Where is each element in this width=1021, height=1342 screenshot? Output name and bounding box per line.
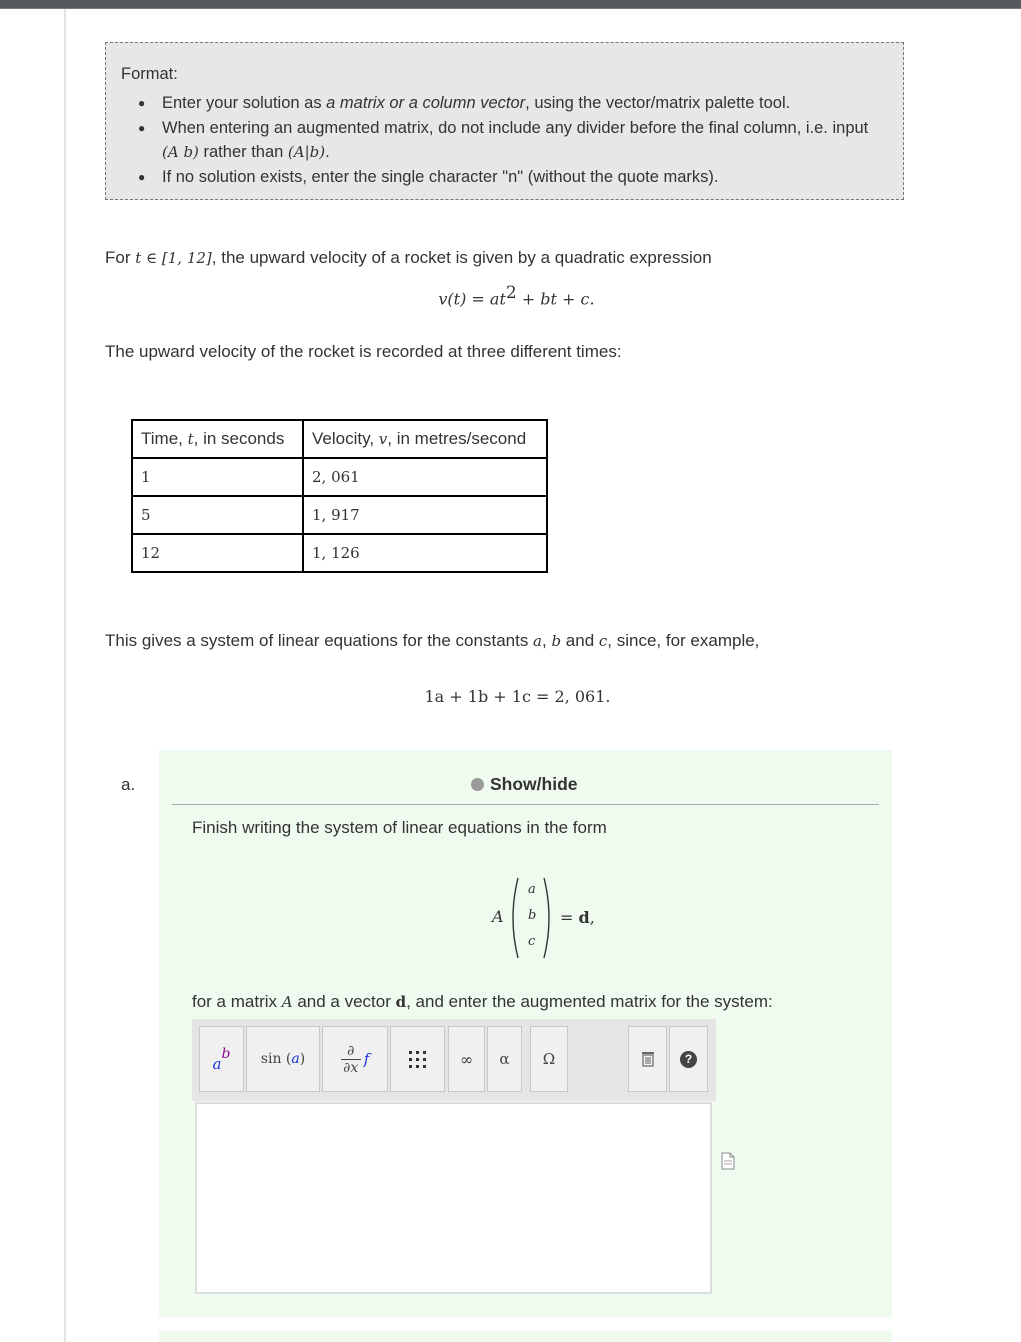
- math-palette-toolbar: [192, 1019, 716, 1101]
- table-cell-velocity: 1, 917: [303, 496, 547, 534]
- power-button[interactable]: a b: [199, 1026, 244, 1092]
- trash-icon: [641, 1051, 655, 1067]
- table-cell-time: 1: [132, 458, 303, 496]
- table-header-time: Time, t, in seconds: [132, 420, 303, 458]
- table-cell-time: 12: [132, 534, 303, 572]
- clear-button[interactable]: [628, 1026, 667, 1092]
- table-header-row: [132, 420, 547, 458]
- document-icon[interactable]: [721, 1152, 735, 1170]
- intro-text: For t ∈ [1, 12], the upward velocity of a rocket is given by a quadratic expression: [105, 248, 712, 267]
- show-hide-toggle[interactable]: Show/hide: [471, 774, 578, 795]
- help-icon: ?: [680, 1051, 697, 1068]
- right-paren: [542, 876, 554, 960]
- answer-input[interactable]: [195, 1102, 712, 1294]
- matrix-button[interactable]: [390, 1026, 445, 1092]
- instruction-text: Finish writing the system of linear equations in the form: [192, 818, 607, 837]
- matrix-equation: A a b c = d,: [490, 876, 630, 960]
- toggle-icon: [471, 778, 484, 791]
- format-list: [138, 91, 883, 189]
- recorded-text: The upward velocity of the rocket is recorded at three different times:: [105, 342, 622, 361]
- alpha-button[interactable]: α: [487, 1026, 522, 1092]
- partial-derivative-button[interactable]: ∂ ∂x f: [322, 1026, 388, 1092]
- prompt-text: for a matrix A and a vector d, and enter the augmented matrix for the system:: [192, 992, 773, 1011]
- table-row: [132, 458, 547, 496]
- infinity-button[interactable]: ∞: [448, 1026, 485, 1092]
- divider: [172, 804, 879, 805]
- next-part-panel: [159, 1331, 892, 1342]
- omega-button[interactable]: Ω: [530, 1026, 568, 1092]
- help-button[interactable]: [669, 1026, 708, 1092]
- system-text: This gives a system of linear equations for the constants a, b and c, since, for example,: [105, 631, 760, 650]
- format-instructions: [105, 42, 904, 200]
- format-title: Format:: [121, 65, 178, 83]
- table-header-velocity: Velocity, v, in metres/second: [303, 420, 547, 458]
- sin-function-button[interactable]: sin ( a ): [246, 1026, 320, 1092]
- part-label: a.: [121, 775, 136, 794]
- model-equation: $v(t) = at^2$ + bt + c.: [438, 283, 595, 309]
- left-paren: [508, 876, 520, 960]
- table-cell-velocity: 2, 061: [303, 458, 547, 496]
- window-top-bar: [0, 0, 1021, 9]
- table-row: [132, 534, 547, 572]
- table-cell-velocity: 1, 126: [303, 534, 547, 572]
- example-equation: 1a + 1b + 1c = 2, 061.: [424, 687, 611, 706]
- table-row: [132, 496, 547, 534]
- matrix-grid-icon: [407, 1049, 429, 1069]
- content-left-border: [64, 9, 66, 1342]
- format-bullet-1: ● Enter your solution as a matrix or a column vector, using the vector/matrix palette tool.: [138, 91, 883, 116]
- format-bullet-2: ● When entering an augmented matrix, do not include any divider before the final column, i.e. input (A b) rather than (A|b).: [138, 116, 883, 165]
- table-cell-time: 5: [132, 496, 303, 534]
- velocity-table: [131, 419, 548, 573]
- format-bullet-3: ● If no solution exists, enter the single character "n" (without the quote marks).: [138, 165, 883, 190]
